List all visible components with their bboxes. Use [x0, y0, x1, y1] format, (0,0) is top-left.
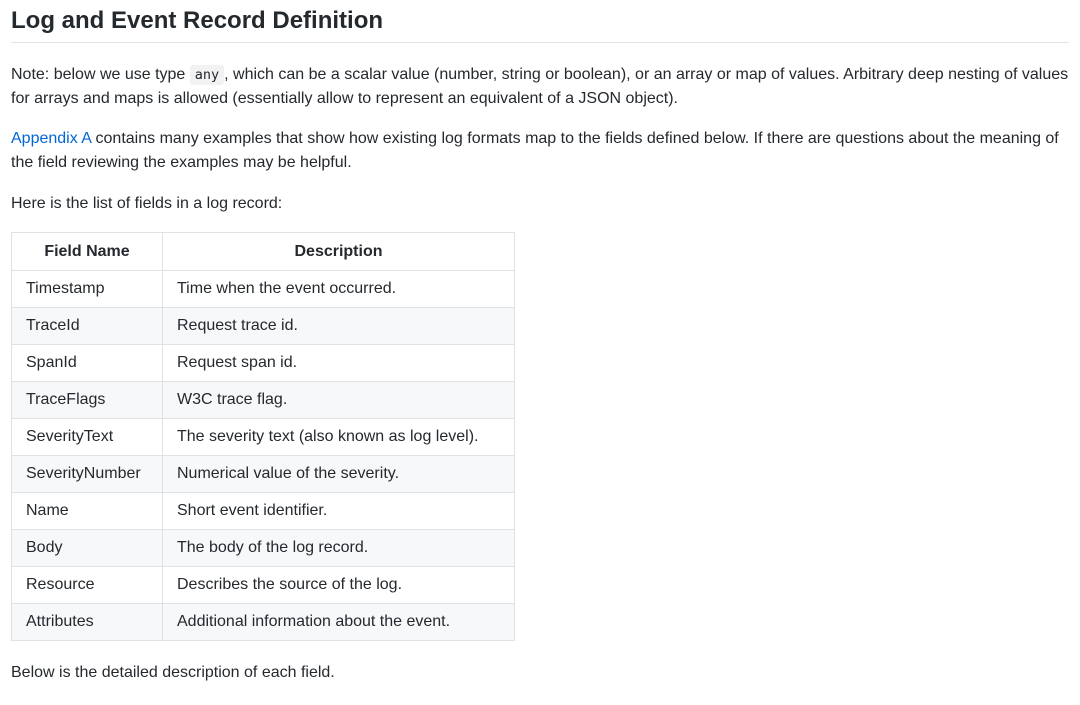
header-description: Description	[163, 233, 515, 271]
field-name-cell: SpanId	[12, 345, 163, 382]
table-row	[12, 271, 515, 308]
note-prefix: Note: below we use type	[11, 66, 190, 83]
table-row	[12, 345, 515, 382]
field-name-cell: Name	[12, 493, 163, 530]
inline-code-any: any	[190, 65, 224, 85]
field-description-cell: Describes the source of the log.	[163, 567, 515, 604]
table-row	[12, 567, 515, 604]
page-title: Log and Event Record Definition	[11, 0, 1069, 43]
field-name-cell: TraceId	[12, 308, 163, 345]
table-row	[12, 530, 515, 567]
table-row	[12, 604, 515, 641]
field-name-cell: SeverityNumber	[12, 456, 163, 493]
field-description-cell: The severity text (also known as log level).	[163, 419, 515, 456]
field-description-cell: Request span id.	[163, 345, 515, 382]
field-name-cell: Body	[12, 530, 163, 567]
field-description-cell: Additional information about the event.	[163, 604, 515, 641]
field-description-cell: W3C trace flag.	[163, 382, 515, 419]
field-description-cell: Short event identifier.	[163, 493, 515, 530]
list-intro: Here is the list of fields in a log record:	[11, 195, 283, 212]
note-paragraph	[11, 63, 1069, 111]
footer-paragraph: Below is the detailed description of each field.	[11, 664, 335, 681]
appendix-a-link[interactable]: Appendix A	[11, 130, 92, 147]
field-name-cell: TraceFlags	[12, 382, 163, 419]
appendix-paragraph	[11, 127, 1069, 175]
table-row	[12, 456, 515, 493]
table-row	[12, 419, 515, 456]
appendix-text: contains many examples that show how existing log formats map to the fields defined below. If there are questions about the meaning of the field reviewing the examples may be helpful.	[11, 130, 1059, 171]
table-row	[12, 382, 515, 419]
field-description-cell: Numerical value of the severity.	[163, 456, 515, 493]
table-row	[12, 493, 515, 530]
field-name-cell: Timestamp	[12, 271, 163, 308]
field-name-cell: Resource	[12, 567, 163, 604]
fields-table	[11, 232, 515, 641]
field-description-cell: Request trace id.	[163, 308, 515, 345]
field-description-cell: Time when the event occurred.	[163, 271, 515, 308]
field-name-cell: Attributes	[12, 604, 163, 641]
field-name-cell: SeverityText	[12, 419, 163, 456]
table-row	[12, 308, 515, 345]
header-field-name: Field Name	[12, 233, 163, 271]
note-suffix: , which can be a scalar value (number, string or boolean), or an array or map of values. Arbitrary deep nesting of values for arrays and maps is allowed (essentially allow to represent an equivalent of a JSON object).	[11, 66, 1069, 107]
field-description-cell: The body of the log record.	[163, 530, 515, 567]
table-header-row	[12, 233, 515, 271]
